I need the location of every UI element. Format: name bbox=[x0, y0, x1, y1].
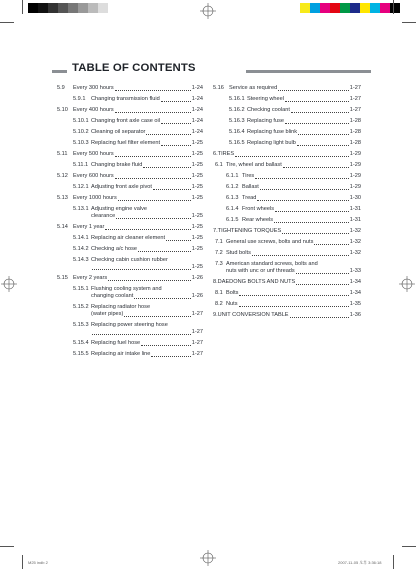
entry-text-line: (water pipes) bbox=[91, 311, 124, 317]
entry-number: 6.1.5 bbox=[226, 217, 239, 223]
leader-dots bbox=[275, 211, 349, 212]
entry-last-line bbox=[91, 293, 203, 300]
page-number: 1-30 bbox=[349, 195, 361, 201]
entry-text: Replacing air intake line bbox=[91, 351, 151, 357]
page-number: 1-25 bbox=[191, 213, 203, 219]
entry-body bbox=[91, 304, 203, 318]
entry-number: 6.1.4 bbox=[226, 206, 239, 212]
toc-entry bbox=[213, 195, 361, 202]
leader-dots bbox=[297, 145, 349, 146]
toc-entry bbox=[57, 140, 203, 147]
page-number: 1-33 bbox=[349, 268, 361, 274]
entry-text: Front wheels bbox=[242, 206, 275, 212]
entry-text-line: clearance bbox=[91, 213, 116, 219]
entry-text: Tread bbox=[242, 195, 257, 201]
leader-dots bbox=[282, 233, 349, 234]
entry-text: Rear wheels bbox=[242, 217, 274, 223]
page-number: 1-29 bbox=[349, 184, 361, 190]
crop-mark bbox=[0, 22, 14, 23]
entry-text: Stud bolts bbox=[226, 250, 251, 256]
page-number: 1-25 bbox=[191, 235, 203, 241]
entry-text-line: nuts with unc or unf threads bbox=[226, 268, 295, 274]
entry-number: 5.14.2 bbox=[73, 246, 89, 252]
entry-number: 6.1.1 bbox=[226, 173, 239, 179]
leader-dots bbox=[285, 123, 349, 124]
entry-last-line bbox=[91, 213, 203, 220]
toc-left-column bbox=[57, 85, 203, 362]
toc-entry bbox=[57, 162, 203, 169]
leader-dots bbox=[252, 255, 349, 256]
page-number: 1-34 bbox=[349, 290, 361, 296]
toc-entry bbox=[213, 217, 361, 224]
page-number: 1-31 bbox=[349, 217, 361, 223]
entry-text: Steering wheel bbox=[247, 96, 285, 102]
entry-number: 5.11 bbox=[57, 151, 68, 157]
leader-dots bbox=[235, 156, 349, 157]
entry-text: Bolts bbox=[226, 290, 239, 296]
registration-mark-bottom bbox=[200, 550, 216, 566]
page-number: 1-36 bbox=[349, 312, 361, 318]
entry-number: 5.15.2 bbox=[73, 304, 89, 310]
leader-dots bbox=[283, 167, 349, 168]
entry-number: 9. bbox=[213, 312, 218, 318]
entry-text: Changing transmission fluid bbox=[91, 96, 160, 102]
entry-number: 7.2 bbox=[215, 250, 223, 256]
entry-text: Every 600 hours bbox=[73, 173, 114, 179]
entry-text: General use screws, bolts and nuts bbox=[226, 239, 314, 245]
entry-last-line bbox=[91, 311, 203, 318]
entry-number: 5.16.5 bbox=[229, 140, 245, 146]
page-number: 1-27 bbox=[191, 329, 203, 335]
page-number: 1-24 bbox=[191, 118, 203, 124]
page-number: 1-24 bbox=[191, 85, 203, 91]
page-number: 1-25 bbox=[191, 173, 203, 179]
entry-text: Replacing fuse blink bbox=[247, 129, 298, 135]
entry-text: Every 1 year bbox=[73, 224, 105, 230]
toc-entry bbox=[57, 96, 203, 103]
entry-number: 6.1.3 bbox=[226, 195, 239, 201]
entry-body bbox=[91, 286, 203, 300]
toc-entry bbox=[213, 129, 361, 136]
entry-number: 5.16.4 bbox=[229, 129, 245, 135]
toc-entry bbox=[57, 224, 203, 231]
page-number: 1-27 bbox=[191, 351, 203, 357]
leader-dots bbox=[141, 345, 191, 346]
toc-section-entry bbox=[213, 312, 361, 319]
entry-text-line: Checking cabin cushion rubber bbox=[91, 257, 168, 263]
entry-text: Ballast bbox=[242, 184, 259, 190]
entry-body bbox=[91, 257, 203, 271]
leader-dots bbox=[296, 284, 349, 285]
gray-calibration-strip bbox=[28, 3, 118, 13]
page-title: TABLE OF CONTENTS bbox=[72, 62, 196, 74]
toc-entry bbox=[57, 151, 203, 158]
entry-text: Every 400 hours bbox=[73, 107, 114, 113]
entry-number: 5.11.1 bbox=[73, 162, 89, 168]
leader-dots bbox=[285, 101, 349, 102]
toc-entry bbox=[57, 85, 203, 92]
entry-body bbox=[91, 206, 203, 220]
entry-number: 5.14 bbox=[57, 224, 68, 230]
crop-mark bbox=[402, 22, 416, 23]
entry-text: Replacing light bulb bbox=[247, 140, 296, 146]
toc-entry bbox=[57, 304, 203, 318]
entry-text-line: American standard screws, bolts and bbox=[226, 261, 318, 267]
entry-last-line bbox=[226, 268, 361, 275]
entry-number: 5.9 bbox=[57, 85, 65, 91]
toc-entry bbox=[213, 290, 361, 297]
page-number: 1-25 bbox=[191, 246, 203, 252]
entry-text: Replacing fuel filter element bbox=[91, 140, 161, 146]
entry-last-line bbox=[91, 329, 203, 336]
toc-entry bbox=[57, 286, 203, 300]
leader-dots bbox=[151, 356, 190, 357]
footer-timestamp: 2007-11-05 오후 3:36:18 bbox=[338, 560, 382, 565]
leader-dots bbox=[92, 269, 191, 270]
toc-entry bbox=[57, 118, 203, 125]
entry-text: Every 1000 hours bbox=[73, 195, 117, 201]
entry-text: Replacing fuel hose bbox=[91, 340, 141, 346]
entry-number: 5.10 bbox=[57, 107, 68, 113]
page-number: 1-26 bbox=[191, 275, 203, 281]
crop-mark bbox=[22, 555, 23, 569]
entry-body bbox=[226, 261, 361, 275]
entry-text-line: Replacing power steering hose bbox=[91, 322, 168, 328]
page-number: 1-25 bbox=[191, 184, 203, 190]
entry-number: 7.3 bbox=[215, 261, 223, 267]
toc-entry bbox=[213, 184, 361, 191]
leader-dots bbox=[134, 298, 190, 299]
leader-dots bbox=[138, 251, 191, 252]
entry-text: Changing front axle case oil bbox=[91, 118, 161, 124]
toc-entry bbox=[57, 173, 203, 180]
entry-text: TIRES bbox=[217, 151, 235, 157]
toc-entry bbox=[57, 129, 203, 136]
page-number: 1-27 bbox=[349, 96, 361, 102]
toc-entry bbox=[213, 162, 361, 169]
entry-text: UNIT CONVERSION TABLE bbox=[217, 312, 289, 318]
entry-text: Cleaning oil separator bbox=[91, 129, 146, 135]
page-number: 1-24 bbox=[191, 96, 203, 102]
toc-entry bbox=[57, 340, 203, 347]
leader-dots bbox=[146, 134, 190, 135]
entry-text: Every 2 years bbox=[73, 275, 108, 281]
toc-entry bbox=[57, 275, 203, 282]
toc-section-entry bbox=[213, 279, 361, 286]
crop-mark bbox=[393, 0, 394, 14]
entry-text-line: Adjusting engine valve bbox=[91, 206, 147, 212]
toc-entry bbox=[213, 301, 361, 308]
leader-dots bbox=[153, 189, 191, 190]
toc-entry bbox=[213, 261, 361, 275]
toc-entry bbox=[57, 184, 203, 191]
toc-entry bbox=[57, 107, 203, 114]
page-number: 1-27 bbox=[349, 107, 361, 113]
entry-number: 5.12.1 bbox=[73, 184, 89, 190]
toc-entry bbox=[213, 140, 361, 147]
toc-entry bbox=[213, 239, 361, 246]
leader-dots bbox=[161, 101, 191, 102]
page-number: 1-24 bbox=[191, 107, 203, 113]
page-number: 1-27 bbox=[191, 311, 203, 317]
toc-entry bbox=[57, 206, 203, 220]
leader-dots bbox=[161, 123, 191, 124]
toc-entry bbox=[57, 195, 203, 202]
registration-mark-right bbox=[399, 276, 415, 292]
registration-mark-top bbox=[200, 3, 216, 19]
entry-number: 5.15 bbox=[57, 275, 68, 281]
entry-number: 5.12 bbox=[57, 173, 68, 179]
entry-number: 8.1 bbox=[215, 290, 223, 296]
page-number: 1-29 bbox=[349, 162, 361, 168]
entry-text: Adjusting front axle pivot bbox=[91, 184, 152, 190]
entry-number: 5.15.5 bbox=[73, 351, 89, 357]
page-number: 1-31 bbox=[349, 206, 361, 212]
crop-mark bbox=[22, 0, 23, 14]
leader-dots bbox=[239, 306, 349, 307]
entry-number: 5.13.1 bbox=[73, 206, 89, 212]
page-number: 1-25 bbox=[191, 195, 203, 201]
leader-dots bbox=[115, 112, 191, 113]
entry-text: DAEDONG BOLTS AND NUTS bbox=[217, 279, 296, 285]
leader-dots bbox=[166, 240, 191, 241]
leader-dots bbox=[255, 178, 349, 179]
entry-text: Service as required bbox=[229, 85, 278, 91]
toc-entry bbox=[213, 96, 361, 103]
entry-text-line: changing coolant bbox=[91, 293, 134, 299]
page-number: 1-28 bbox=[349, 118, 361, 124]
page-number: 1-34 bbox=[349, 279, 361, 285]
entry-text: Nuts bbox=[226, 301, 238, 307]
page-number: 1-29 bbox=[349, 151, 361, 157]
footer-file-label: M25 indb 2 bbox=[28, 560, 48, 565]
page-number: 1-32 bbox=[349, 228, 361, 234]
toc-entry bbox=[213, 173, 361, 180]
leader-dots bbox=[124, 316, 190, 317]
entry-text: Replacing fuse bbox=[247, 118, 285, 124]
toc-section-entry bbox=[213, 151, 361, 158]
entry-text: Checking a/c hose bbox=[91, 246, 138, 252]
toc-entry bbox=[57, 246, 203, 253]
page-number: 1-26 bbox=[191, 293, 203, 299]
crop-mark bbox=[0, 546, 14, 547]
toc-entry bbox=[57, 257, 203, 271]
page-number: 1-24 bbox=[191, 129, 203, 135]
entry-number: 5.15.3 bbox=[73, 322, 89, 328]
toc-entry bbox=[213, 118, 361, 125]
leader-dots bbox=[115, 90, 191, 91]
entry-number: 5.15.4 bbox=[73, 340, 89, 346]
entry-text: Tire, wheel and ballast bbox=[226, 162, 282, 168]
entry-text: Tires bbox=[242, 173, 255, 179]
toc-entry bbox=[57, 351, 203, 358]
page-number: 1-25 bbox=[191, 224, 203, 230]
leader-dots bbox=[257, 200, 348, 201]
page-number: 1-32 bbox=[349, 239, 361, 245]
leader-dots bbox=[161, 145, 191, 146]
leader-dots bbox=[298, 134, 349, 135]
entry-number: 5.15.1 bbox=[73, 286, 89, 292]
entry-number: 8.2 bbox=[215, 301, 223, 307]
leader-dots bbox=[290, 317, 349, 318]
entry-body bbox=[91, 322, 203, 336]
crop-mark bbox=[402, 546, 416, 547]
page-number: 1-25 bbox=[191, 140, 203, 146]
leader-dots bbox=[118, 200, 191, 201]
entry-number: 6. bbox=[213, 151, 218, 157]
page-number: 1-25 bbox=[191, 162, 203, 168]
entry-number: 7. bbox=[213, 228, 218, 234]
entry-number: 5.16.1 bbox=[229, 96, 245, 102]
leader-dots bbox=[115, 178, 191, 179]
entry-text: TIGHTENING TORQUES bbox=[217, 228, 282, 234]
leader-dots bbox=[108, 280, 191, 281]
leader-dots bbox=[92, 334, 191, 335]
entry-text: Checking coolant bbox=[247, 107, 290, 113]
entry-last-line bbox=[91, 264, 203, 271]
page-number: 1-32 bbox=[349, 250, 361, 256]
leader-dots bbox=[105, 229, 190, 230]
entry-number: 5.10.1 bbox=[73, 118, 89, 124]
entry-number: 5.10.3 bbox=[73, 140, 89, 146]
registration-mark-left bbox=[1, 276, 17, 292]
toc-section-entry bbox=[213, 228, 361, 235]
leader-dots bbox=[115, 156, 191, 157]
entry-text: Every 500 hours bbox=[73, 151, 114, 157]
crop-mark bbox=[393, 555, 394, 569]
page-number: 1-27 bbox=[191, 340, 203, 346]
entry-number: 5.16.2 bbox=[229, 107, 245, 113]
entry-number: 5.9.1 bbox=[73, 96, 86, 102]
leader-dots bbox=[143, 167, 190, 168]
leader-dots bbox=[260, 189, 349, 190]
entry-number: 5.14.3 bbox=[73, 257, 89, 263]
page-number: 1-28 bbox=[349, 129, 361, 135]
page-number: 1-27 bbox=[349, 85, 361, 91]
entry-number: 5.16.3 bbox=[229, 118, 245, 124]
leader-dots bbox=[116, 218, 191, 219]
entry-number: 5.10.2 bbox=[73, 129, 89, 135]
page-number: 1-28 bbox=[349, 140, 361, 146]
toc-right-column bbox=[213, 85, 361, 323]
entry-number: 8. bbox=[213, 279, 218, 285]
entry-number: 6.1 bbox=[215, 162, 223, 168]
leader-dots bbox=[278, 90, 349, 91]
leader-dots bbox=[314, 244, 348, 245]
toc-entry bbox=[57, 322, 203, 336]
leader-dots bbox=[274, 222, 349, 223]
toc-entry bbox=[213, 206, 361, 213]
page-number: 1-35 bbox=[349, 301, 361, 307]
entry-text-line: Flushing cooling system and bbox=[91, 286, 162, 292]
entry-number: 5.16 bbox=[213, 85, 224, 91]
entry-text-line: Replacing radiator hose bbox=[91, 304, 151, 310]
entry-text: Replacing air cleaner element bbox=[91, 235, 166, 241]
entry-number: 5.14.1 bbox=[73, 235, 89, 241]
entry-number: 5.13 bbox=[57, 195, 68, 201]
toc-entry bbox=[213, 250, 361, 257]
page-number: 1-25 bbox=[191, 264, 203, 270]
entry-number: 7.1 bbox=[215, 239, 223, 245]
toc-entry bbox=[213, 85, 361, 92]
toc-entry bbox=[213, 107, 361, 114]
entry-number: 6.1.2 bbox=[226, 184, 239, 190]
leader-dots bbox=[239, 295, 348, 296]
entry-text: Changing brake fluid bbox=[91, 162, 143, 168]
entry-text: Every 300 hours bbox=[73, 85, 114, 91]
toc-entry bbox=[57, 235, 203, 242]
leader-dots bbox=[296, 273, 349, 274]
page-number: 1-25 bbox=[191, 151, 203, 157]
leader-dots bbox=[291, 112, 349, 113]
page-number: 1-29 bbox=[349, 173, 361, 179]
